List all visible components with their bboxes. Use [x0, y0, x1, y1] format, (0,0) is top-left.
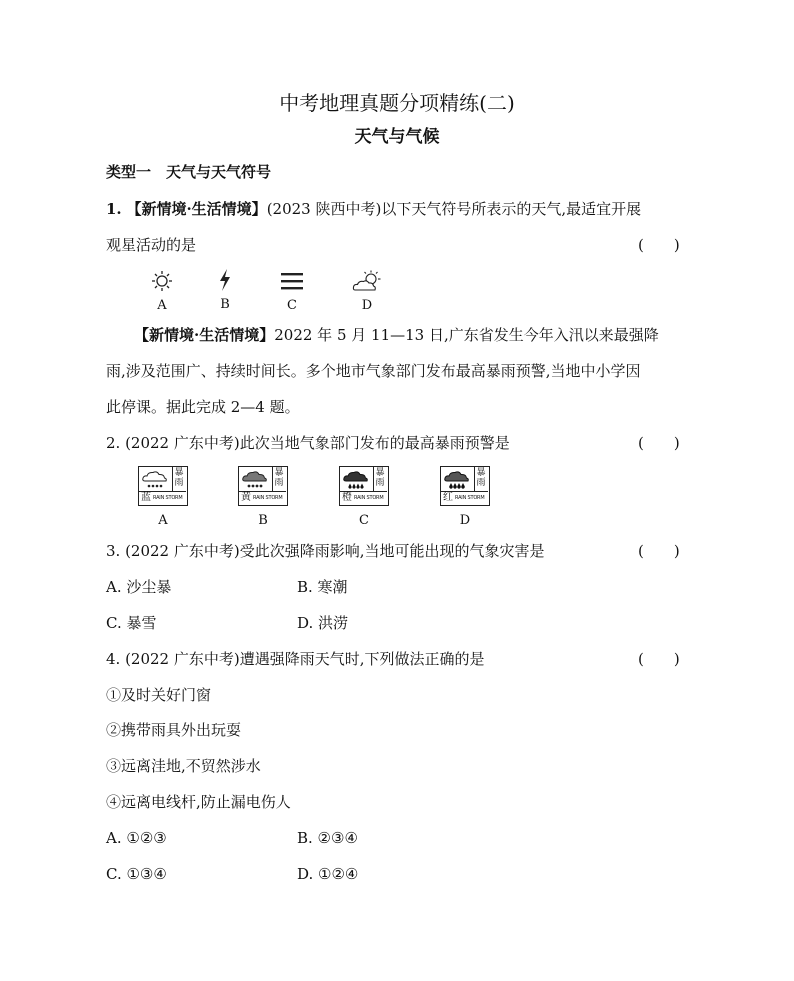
rainstorm-blue-signal — [138, 466, 188, 506]
signal-level-red: 红 — [443, 492, 453, 503]
signal-en-text: RAIN STORM — [153, 495, 183, 501]
q2-option-a-label: A — [158, 513, 168, 528]
q1-tag: 【新情境·生活情境】 — [126, 200, 267, 218]
signal-level-orange: 橙 — [342, 492, 352, 503]
q4-answer-paren: ( ) — [638, 650, 680, 668]
q3-option-d: D. 洪涝 — [297, 614, 349, 632]
q4-option-d: D. ①②④ — [297, 865, 359, 883]
fog-icon — [280, 271, 304, 291]
context-tag: 【新情境·生活情境】 — [134, 326, 275, 344]
q4-item-2: ②携带雨具外出玩耍 — [106, 721, 242, 739]
context-line-2: 雨,涉及范围广、持续时间长。多个地市气象部门发布最高暴雨预警,当地中小学因 — [106, 362, 641, 380]
q1-text: (2023 陕西中考)以下天气符号所表示的天气,最适宜开展 — [266, 200, 642, 218]
rainstorm-yellow-signal — [238, 466, 288, 506]
q3-option-c: C. 暴雪 — [106, 614, 157, 632]
q2-answer-paren: ( ) — [638, 434, 680, 452]
signal-en-text: RAIN STORM — [354, 495, 384, 501]
signal-level-blue: 蓝 — [141, 492, 151, 503]
q2-option-b-label: B — [258, 513, 268, 528]
q1-stem-line2: 观星活动的是 — [106, 236, 197, 254]
cloud-rain-icon — [340, 467, 372, 491]
signal-bao-yu: 暴 雨 — [274, 468, 284, 488]
signal-level-yellow: 黄 — [241, 492, 251, 503]
signal-bao-yu: 暴 雨 — [476, 468, 486, 488]
page-subtitle: 天气与气候 — [354, 127, 440, 147]
q4-option-a: A. ①②③ — [106, 829, 167, 847]
cloud-rain-icon — [139, 467, 171, 491]
q1-option-a-label: A — [157, 298, 167, 313]
q2-option-c-label: C — [359, 513, 369, 528]
rainstorm-orange-signal — [339, 466, 389, 506]
signal-bao-yu: 暴 雨 — [174, 468, 184, 488]
signal-en-text: RAIN STORM — [455, 495, 485, 501]
q4-option-b: B. ②③④ — [297, 829, 358, 847]
page-title: 中考地理真题分项精练(二) — [279, 91, 515, 115]
section-heading: 类型一 天气与天气符号 — [106, 163, 272, 181]
q1-option-d-label: D — [361, 298, 373, 313]
q1-stem — [106, 199, 641, 219]
q4-stem: 4. (2022 广东中考)遭遇强降雨天气时,下列做法正确的是 — [106, 650, 485, 668]
q4-item-3: ③远离洼地,不贸然涉水 — [106, 757, 261, 775]
cloud-rain-icon — [239, 467, 271, 491]
context-line-3: 此停课。据此完成 2—4 题。 — [106, 398, 300, 416]
sun-icon — [150, 270, 174, 292]
q4-item-4: ④远离电线杆,防止漏电伤人 — [106, 793, 291, 811]
q1-number: 1. — [106, 200, 122, 218]
q1-answer-paren: ( ) — [638, 236, 680, 254]
q3-option-a: A. 沙尘暴 — [106, 578, 172, 596]
signal-bao-yu: 暴 雨 — [375, 468, 385, 488]
q1-option-b-label: B — [220, 297, 230, 312]
q2-stem: 2. (2022 广东中考)此次当地气象部门发布的最高暴雨预警是 — [106, 434, 510, 452]
cloud-rain-icon — [441, 467, 473, 491]
lightning-icon — [217, 268, 233, 292]
q3-stem: 3. (2022 广东中考)受此次强降雨影响,当地可能出现的气象灾害是 — [106, 542, 545, 560]
q4-item-1: ①及时关好门窗 — [106, 686, 212, 704]
q1-option-c-label: C — [287, 298, 297, 313]
q3-answer-paren: ( ) — [638, 542, 680, 560]
q2-option-d-label: D — [459, 513, 471, 528]
q3-option-b: B. 寒潮 — [297, 578, 348, 596]
q4-option-c: C. ①③④ — [106, 865, 167, 883]
partly-cloudy-icon — [352, 270, 382, 292]
signal-en-text: RAIN STORM — [253, 495, 283, 501]
rainstorm-red-signal — [440, 466, 490, 506]
context-line-1: 【新情境·生活情境】2022 年 5 月 11—13 日,广东省发生今年入汛以来最强降 — [134, 326, 659, 344]
